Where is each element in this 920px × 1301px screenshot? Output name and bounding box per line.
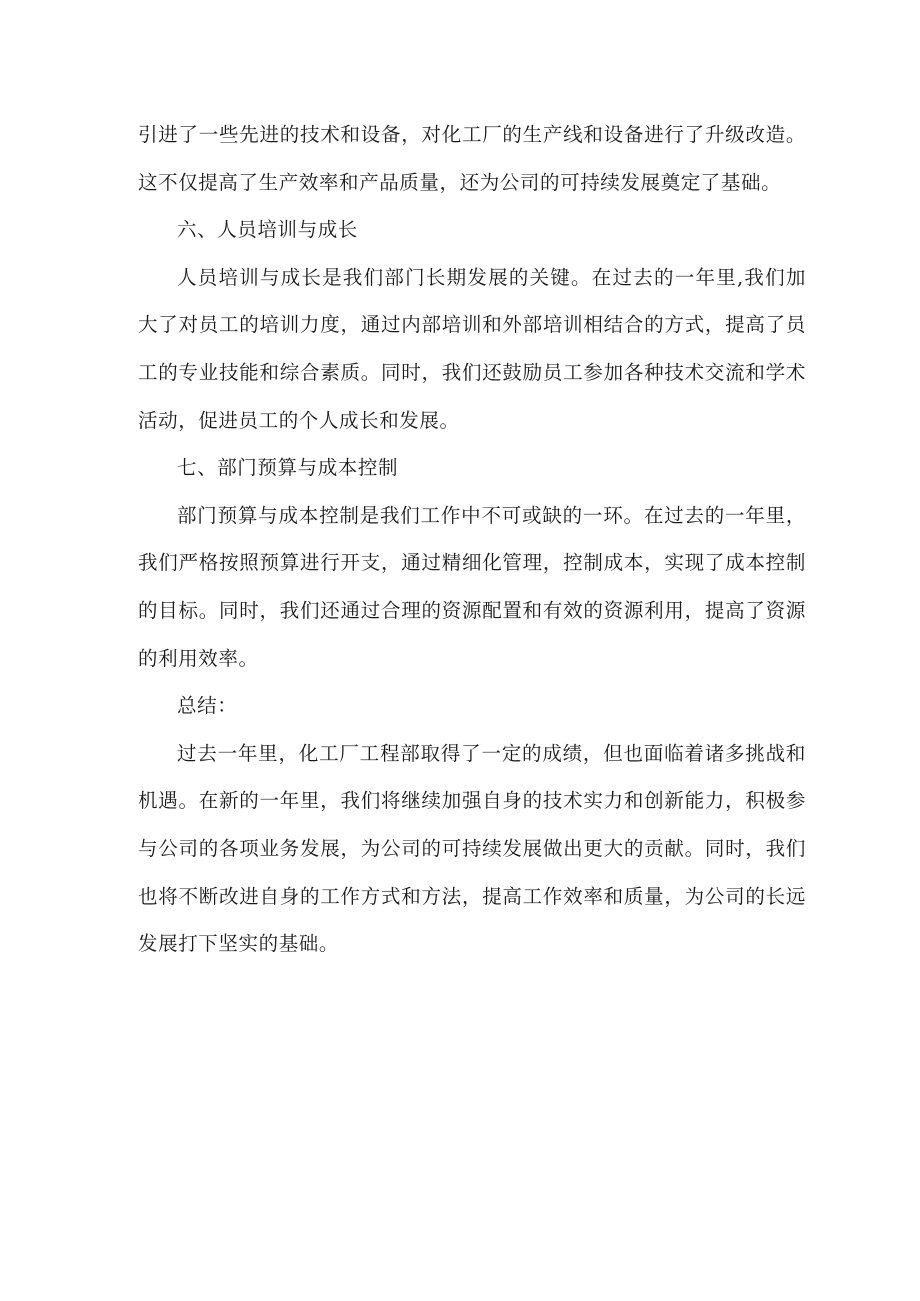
paragraph-training: 人员培训与成长是我们部门长期发展的关键。在过去的一年里,我们加大了对员工的培训力度，通过内部培训和外部培训相结合的方式，提高了员工的专业技能和综合素质。同时，我们还鼓励员工参加各种技术交流和学术活动，促进员工的个人成长和发展。	[138, 265, 806, 432]
paragraph-continued: 引进了一些先进的技术和设备，对化工厂的生产线和设备进行了升级改造。这不仅提高了生产效率和产品质量，还为公司的可持续发展奠定了基础。	[138, 123, 806, 194]
section-heading-budget: 七、部门预算与成本控制	[177, 456, 399, 480]
paragraph-summary: 过去一年里，化工厂工程部取得了一定的成绩，但也面临着诸多挑战和机遇。在新的一年里，我们将继续加强自身的技术实力和创新能力，积极参与公司的各项业务发展，为公司的可持续发展做出更大的贡献。同时，我们也将不断改进自身的工作方式和方法，提高工作效率和质量，为公司的长远发展打下坚实的基础。	[138, 741, 806, 956]
section-heading-summary: 总结：	[177, 694, 238, 718]
paragraph-budget: 部门预算与成本控制是我们工作中不可或缺的一环。在过去的一年里，我们严格按照预算进行开支，通过精细化管理，控制成本，实现了成本控制的目标。同时，我们还通过合理的资源配置和有效的资源利用，提高了资源的利用效率。	[138, 503, 806, 670]
section-heading-training: 六、人员培训与成长	[177, 218, 358, 242]
document-body	[138, 111, 806, 968]
